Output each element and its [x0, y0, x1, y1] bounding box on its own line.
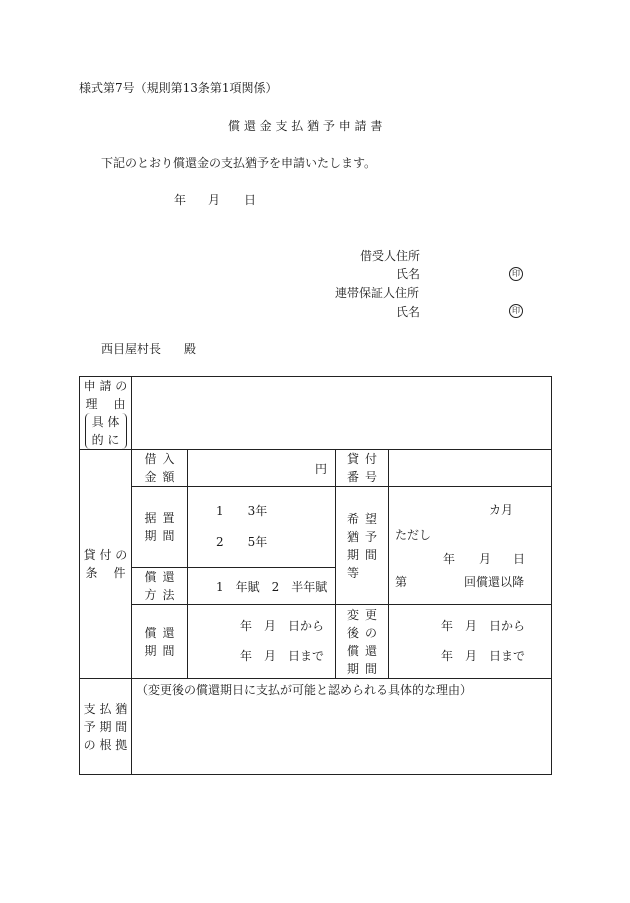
changed-period-label-char: 後 [347, 625, 360, 640]
desired-from-nth-prefix: 第 [395, 575, 408, 589]
basis-label-line2: 予 期 間 [83, 719, 128, 734]
deferment-label-char: 期 [144, 529, 157, 543]
changed-period-label-char: の [364, 625, 377, 640]
reason-bracket-line2: 的 に [91, 433, 120, 447]
basis-label-line3: の 根 拠 [83, 737, 128, 752]
loan-number-label-char: 号 [364, 470, 377, 484]
loan-number-label-cell [336, 450, 389, 487]
repay-period-value-cell[interactable] [188, 605, 336, 679]
desired-period-value-cell[interactable] [389, 487, 552, 605]
guarantor-seal-icon: 印 [509, 304, 523, 318]
desired-period-label-cell [336, 487, 389, 605]
repay-period-from: 年 月 日から [240, 619, 325, 634]
changed-period-to: 年 月 日まで [441, 648, 526, 663]
basis-value-cell[interactable] [132, 679, 552, 775]
repay-period-label-char: 還 [162, 625, 175, 640]
repay-period-label-char: 間 [162, 643, 175, 658]
reason-label-char: 由 [113, 397, 126, 411]
repay-method-options-cell[interactable] [188, 568, 336, 605]
repay-period-label-cell [132, 605, 188, 679]
deferment-label-cell [132, 487, 188, 568]
deferment-option-2: 2 5年 [216, 535, 268, 549]
borrower-name-label: 氏名 [396, 267, 421, 281]
page-title: 償 還 金 支 払 猶 予 申 請 書 [228, 119, 383, 133]
repay-method-label-char: 法 [162, 588, 175, 602]
yen-unit: 円 [314, 461, 327, 476]
guarantor-name-label: 氏名 [396, 305, 421, 319]
reason-bracket-note [85, 413, 127, 449]
reason-value-cell[interactable] [132, 377, 552, 450]
loan-number-label-char: 番 [347, 470, 360, 484]
borrower-address-label: 借受人住所 [360, 249, 421, 263]
date-month: 月 [208, 193, 221, 207]
desired-month: 月 [479, 552, 492, 566]
loan-amount-label-char: 金 [144, 470, 157, 484]
changed-period-from: 年 月 日から [441, 619, 526, 634]
deferment-option-1: 1 3年 [216, 503, 268, 518]
desired-period-label-char: 希 [347, 511, 360, 526]
changed-period-label-char: 還 [364, 643, 377, 658]
changed-period-label-cell [336, 605, 389, 679]
loan-number-label-char: 付 [364, 452, 377, 466]
application-table [79, 376, 552, 775]
date-year: 年 [174, 193, 187, 207]
desired-period-label-char: 望 [364, 511, 377, 526]
deferment-label-char: 間 [162, 529, 175, 543]
repay-period-label-char: 期 [144, 643, 157, 658]
reason-label-line1: 申 請 の [83, 379, 128, 393]
deferment-options-cell[interactable] [188, 487, 336, 568]
conditions-label-char: 件 [113, 566, 126, 580]
basis-label-cell [80, 679, 132, 775]
desired-period-label-char: 予 [364, 529, 377, 544]
repay-period-to: 年 月 日まで [240, 648, 325, 663]
repay-method-label-char: 方 [144, 588, 157, 602]
loan-amount-value-cell[interactable] [188, 450, 336, 487]
deferment-label-char: 据 [144, 511, 157, 525]
basis-label-line1: 支 払 猶 [83, 701, 128, 716]
loan-number-label-char: 貸 [347, 452, 360, 466]
desired-day: 日 [513, 552, 526, 566]
loan-amount-label-char: 借 [144, 452, 157, 466]
loan-amount-label-char: 入 [162, 452, 175, 466]
desired-period-label-char: 猶 [347, 529, 360, 544]
changed-period-label-char: 更 [364, 607, 377, 622]
changed-period-value-cell[interactable] [389, 605, 552, 679]
desired-period-label-char: 等 [347, 565, 360, 580]
addressee-honorific: 殿 [184, 342, 197, 356]
form-number: 様式第7号（規則第13条第1項関係） [79, 81, 278, 95]
loan-amount-label-cell [132, 450, 188, 487]
borrower-seal-icon: 印 [509, 267, 523, 281]
repay-method-options: 1 年賦 2 半年賦 [216, 579, 328, 594]
desired-months: カ月 [489, 503, 514, 517]
loan-number-value-cell[interactable] [389, 450, 552, 487]
changed-period-label-char: 償 [347, 643, 360, 658]
changed-period-label-char: 変 [347, 607, 360, 622]
conditions-label-cell [80, 450, 132, 679]
desired-period-label-char: 期 [347, 547, 360, 562]
desired-period-label-char: 間 [364, 547, 377, 562]
changed-period-label-char: 間 [364, 661, 377, 676]
conditions-label-line1: 貸 付 の [83, 548, 128, 562]
repay-method-label-char: 償 [144, 570, 157, 584]
reason-label-char: 理 [85, 397, 98, 411]
loan-amount-label-char: 額 [162, 470, 175, 484]
desired-from-nth-suffix: 回償還以降 [464, 575, 525, 589]
repay-method-label-char: 還 [162, 570, 175, 584]
deferment-label-char: 置 [162, 511, 175, 525]
basis-note: （変更後の償還期日に支払が可能と認められる具体的な理由） [136, 683, 473, 697]
addressee-name: 西目屋村長 [101, 342, 162, 356]
reason-bracket-line1: 具 体 [91, 415, 120, 429]
changed-period-label-char: 期 [347, 661, 360, 676]
repay-period-label-char: 償 [144, 625, 157, 640]
guarantor-address-label: 連帯保証人住所 [335, 286, 420, 300]
repay-method-label-cell [132, 568, 188, 605]
intro-text: 下記のとおり償還金の支払猶予を申請いたします。 [101, 156, 377, 170]
desired-proviso: ただし [395, 528, 432, 542]
reason-label-cell [80, 377, 132, 450]
conditions-label-char: 条 [85, 566, 98, 580]
date-day: 日 [244, 193, 257, 207]
desired-year: 年 [443, 552, 456, 566]
